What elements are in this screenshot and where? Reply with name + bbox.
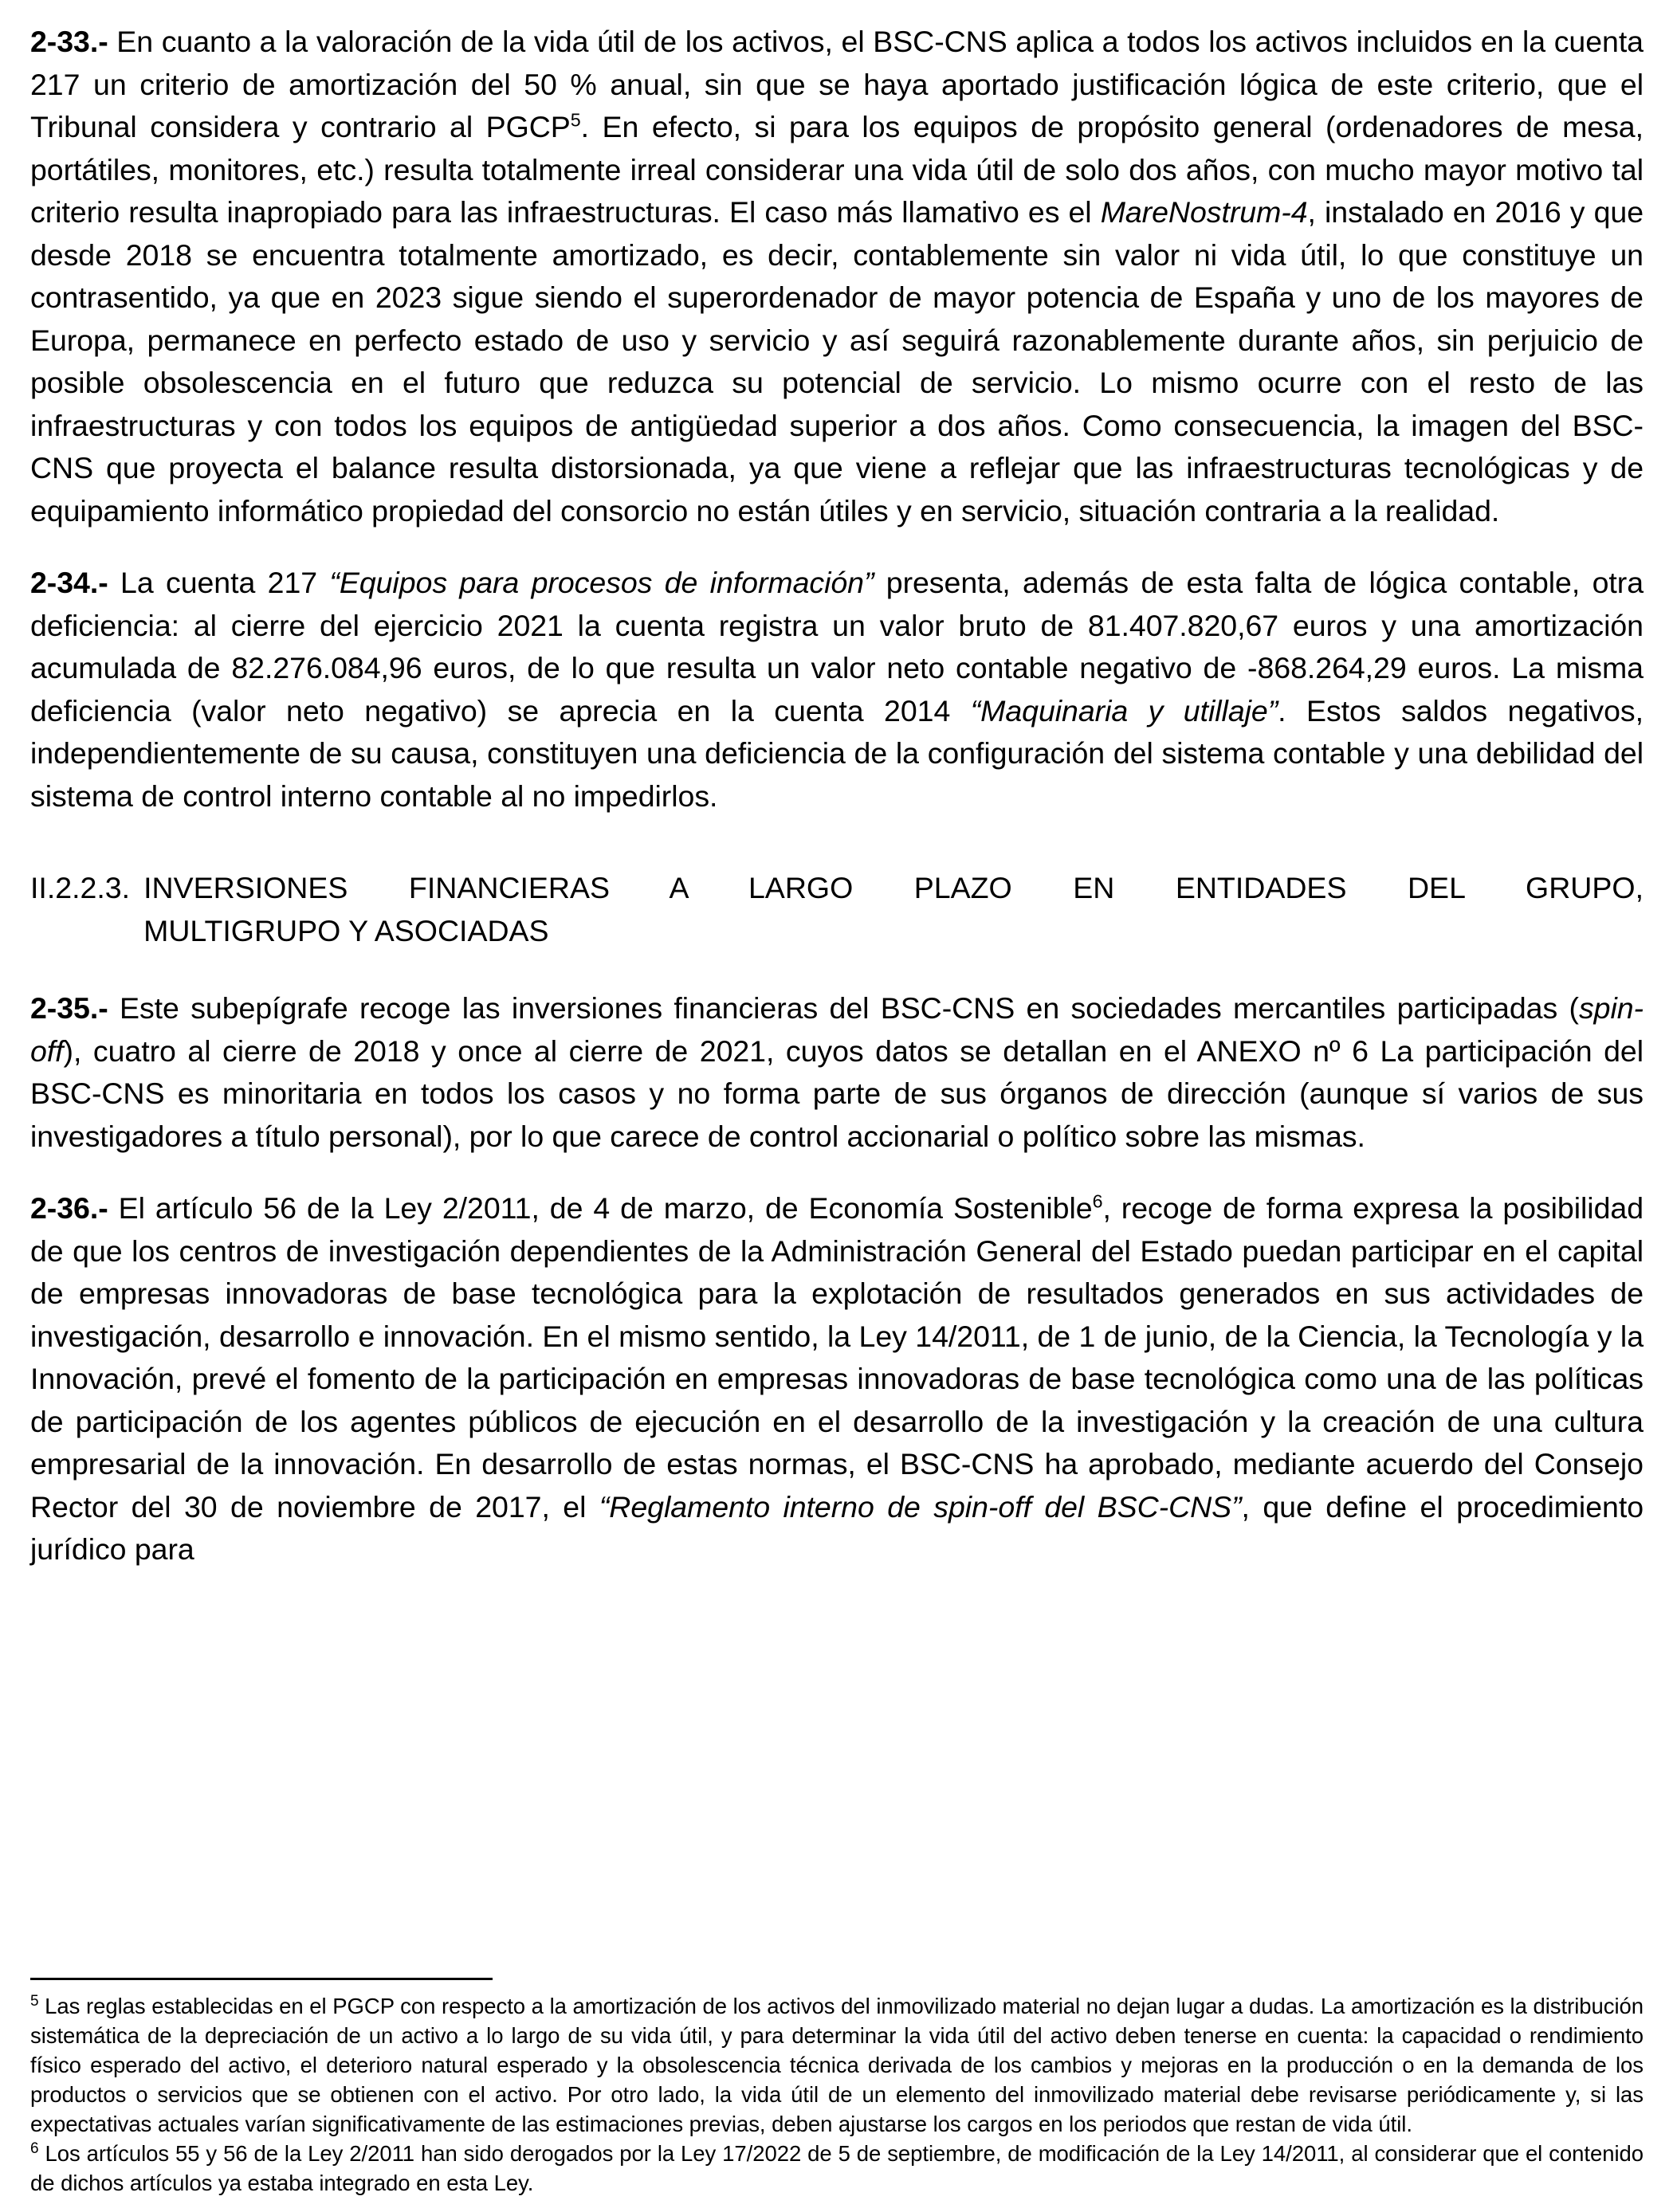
italic-run: “Equipos para procesos de información” [329,566,874,599]
paragraph-number-2-34: 2-34.- [30,566,108,599]
footnote-6-text: Los artículos 55 y 56 de la Ley 2/2011 han sido derogados por la Ley 17/2022 de 5 de septiembre, de modificación de la Ley 14/2011, al considerar que el contenido de dichos artículos ya estaba integrado en esta Ley. [30,2141,1644,2195]
footnote-5 [30,1991,1644,2139]
paragraph-text-2-33: En cuanto a la valoración de la vida útil de los activos, el BSC-CNS aplica a todos los activos incluidos en la cuenta 217 un criterio de amortización del 50 % anual, sin que se haya aportado justificación lógica de este criterio, que el Tribunal considera y contrario al PGCP$^5$. En efecto, si para los equipos de propósito general (ordenadores de mesa, portátiles, monitores, etc.) resulta totalmente irreal considerar una vida útil de solo dos años, con mucho mayor motivo tal criterio resulta inapropiado para las infraestructuras. El caso más llamativo es el MareNostrum-4, instalado en 2016 y que desde 2018 se encuentra totalmente amortizado, es decir, contablemente sin valor ni vida útil, lo que constituye un contrasentido, ya que en 2023 sigue siendo el superordenador de mayor potencia de España y uno de los mayores de Europa, permanece en perfecto estado de uso y servicio y así seguirá razonablemente durante años, sin perjuicio de posible obsolescencia en el futuro que reduzca su potencial de servicio. Lo mismo ocurre con el resto de las infraestructuras y con todos los equipos de antigüedad superior a dos años. Como consecuencia, la imagen del BSC-CNS que proyecta el balance resulta distorsionada, ya que viene a reflejar que las infraestructuras tecnológicas y de equipamiento informático propiedad del consorcio no están útiles y en servicio, situación contraria a la realidad. [30,25,1644,528]
paragraph-text-2-35: Este subepígrafe recoge las inversiones financieras del BSC-CNS en sociedades mercantiles participadas (spin-off), cuatro al cierre de 2018 y once al cierre de 2021, cuyos datos se detallan en el ANEXO nº 6 La participación del BSC-CNS es minoritaria en todos los casos y no forma parte de sus órganos de dirección (aunque sí varios de sus investigadores a título personal), por lo que carece de control accionarial o político sobre las mismas. [30,991,1644,1153]
section-heading-line-2: MULTIGRUPO Y ASOCIADAS [143,913,549,947]
italic-run: “Maquinaria y utillaje” [970,693,1278,728]
paragraph-2-36 [30,1187,1644,1571]
paragraph-number-2-36: 2-36.- [30,1191,108,1225]
footnote-separator-rule [30,1978,493,1980]
footnote-6 [30,2139,1644,2198]
italic-run: “Reglamento interno de spin-off del BSC-CNS” [599,1489,1242,1524]
footnote-6-marker: 6 [30,2139,39,2157]
section-heading [30,867,1644,952]
document-body [30,21,1644,1571]
section-heading-number: II.2.2.3. [30,871,131,904]
italic-run: spin-off [30,991,1644,1068]
paragraph-2-34 [30,562,1644,818]
paragraph-2-33 [30,21,1644,532]
footnote-section [30,1978,1644,2198]
footnote-reference-5: 5 [570,109,581,131]
footnote-reference-6: 6 [1092,1190,1103,1212]
paragraph-number-2-35: 2-35.- [30,991,108,1025]
section-heading-line-1: INVERSIONES FINANCIERAS A LARGO PLAZO EN ENTIDADES DEL GRUPO, [143,871,1644,904]
paragraph-text-2-34: La cuenta 217 “Equipos para procesos de información” presenta, además de esta falta de lógica contable, otra deficiencia: al cierre del ejercicio 2021 la cuenta registra un valor bruto de 81.407.820,67 euros y una amortización acumulada de 82.276.084,96 euros, de lo que resulta un valor neto contable negativo de -868.264,29 euros. La misma deficiencia (valor neto negativo) se aprecia en la cuenta 2014 “Maquinaria y utillaje”. Estos saldos negativos, independientemente de su causa, constituyen una deficiencia de la configuración del sistema contable y una debilidad del sistema de control interno contable al no impedirlos. [30,566,1644,813]
paragraph-text-2-36: El artículo 56 de la Ley 2/2011, de 4 de marzo, de Economía Sostenible$^6$, recoge de forma expresa la posibilidad de que los centros de investigación dependientes de la Administración General del Estado puedan participar en el capital de empresas innovadoras de base tecnológica para la explotación de resultados generados en sus actividades de investigación, desarrollo e innovación. En el mismo sentido, la Ley 14/2011, de 1 de junio, de la Ciencia, la Tecnología y la Innovación, prevé el fomento de la participación en empresas innovadoras de base tecnológica como una de las políticas de participación de los agentes públicos de ejecución en el desarrollo de la investigación y la creación de una cultura empresarial de la innovación. En desarrollo de estas normas, el BSC-CNS ha aprobado, mediante acuerdo del Consejo Rector del 30 de noviembre de 2017, el “Reglamento interno de spin-off del BSC-CNS”, que define el procedimiento jurídico para [30,1190,1644,1566]
section-heading-title [143,867,1644,952]
paragraph-2-35 [30,987,1644,1158]
footnote-5-text: Las reglas establecidas en el PGCP con respecto a la amortización de los activos del inmovilizado material no dejan lugar a dudas. La amortización es la distribución sistemática de la depreciación de un activo a lo largo de su vida útil, y para determinar la vida útil del activo deben tenerse en cuenta: la capacidad o rendimiento físico esperado del activo, el deterioro natural esperado y la obsolescencia técnica derivada de los cambios y mejoras en la producción o en la demanda de los productos o servicios que se obtienen con el activo. Por otro lado, la vida útil de un elemento del inmovilizado material debe revisarse periódicamente y, si las expectativas actuales varían significativamente de las estimaciones previas, deben ajustarse los cargos en los periodos que restan de vida útil. [30,1994,1644,2136]
paragraph-number-2-33: 2-33.- [30,25,108,58]
italic-run: MareNostrum-4 [1100,195,1308,229]
footnote-5-marker: 5 [30,1992,39,2010]
